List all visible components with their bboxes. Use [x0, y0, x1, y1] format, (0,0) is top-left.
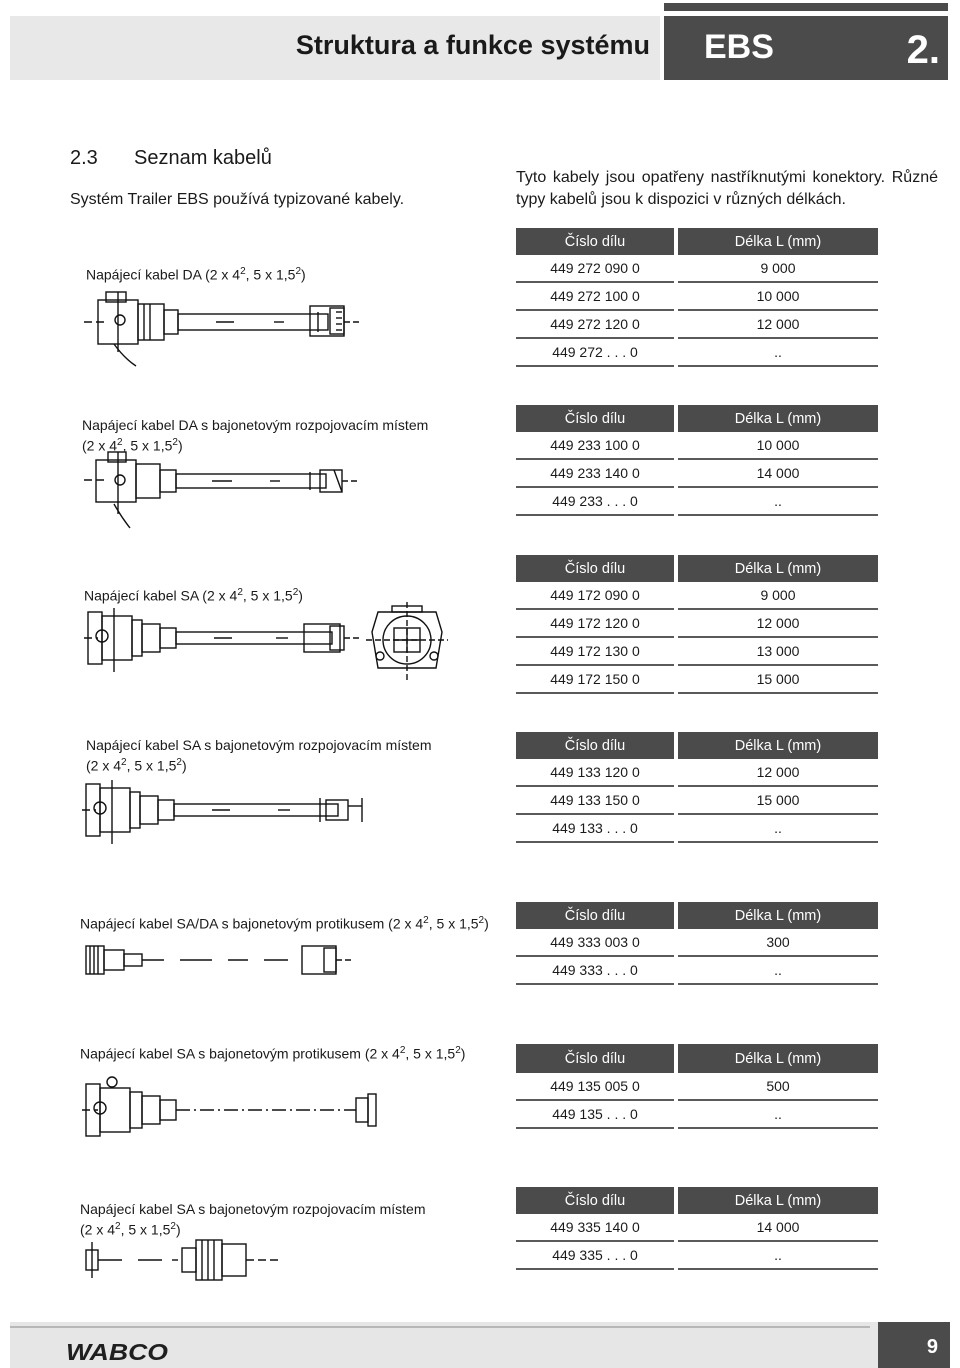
- column-header-length: Délka L (mm): [676, 1044, 878, 1073]
- parts-table: [516, 1187, 878, 1270]
- column-header-part: Číslo dílu: [516, 1044, 676, 1073]
- parts-table: [516, 902, 878, 985]
- cable-sa-drawing: [84, 604, 364, 676]
- cable-sa-counterpart-drawing: [82, 1074, 382, 1146]
- table-row: 449 335 . . . 0 ..: [516, 1241, 878, 1269]
- cable-name: Napájecí kabel SA (2 x $4^2$, 5 x $1,5^2$): [84, 587, 303, 604]
- section-title: Seznam kabelů: [134, 147, 272, 169]
- header-accent-line: [664, 3, 948, 11]
- wabco-logo: [66, 1341, 170, 1368]
- table-row: 449 233 . . . 0 ..: [516, 487, 878, 515]
- cable-name: Napájecí kabel DA (2 x $4^2$, 5 x $1,5^2$): [86, 266, 306, 283]
- column-header-part: Číslo dílu: [516, 228, 676, 255]
- table-row: 449 133 120 0 12 000: [516, 759, 878, 786]
- intro-text-left: Systém Trailer EBS používá typizované kabely.: [70, 191, 405, 208]
- table-row: 449 172 150 0 15 000: [516, 665, 878, 693]
- footer-divider: [10, 1326, 870, 1328]
- table-row: 449 333 003 0 300: [516, 929, 878, 956]
- page-title: Struktura a funkce systému: [295, 30, 650, 60]
- column-header-length: Délka L (mm): [676, 405, 878, 432]
- parts-table: [516, 555, 878, 694]
- table-row: 449 135 005 0 500: [516, 1073, 878, 1100]
- table-row: 449 172 090 0 9 000: [516, 582, 878, 609]
- cable-sa-bayonet-drawing: [82, 776, 372, 848]
- table-row: 449 233 100 0 10 000: [516, 432, 878, 459]
- cable-name: Napájecí kabel SA s bajonetovým rozpojovacím místem (2 x $4^2$, 5 x $1,5^2$): [80, 1201, 426, 1238]
- cable-name: Napájecí kabel DA s bajonetovým rozpojovacím místem (2 x $4^2$, 5 x $1,5^2$): [82, 417, 429, 454]
- column-header-length: Délka L (mm): [676, 228, 878, 255]
- chapter-number: 2.: [906, 28, 940, 72]
- section-number: 2.3: [70, 147, 98, 169]
- column-header-length: Délka L (mm): [676, 1187, 878, 1214]
- table-row: 449 233 140 0 14 000: [516, 459, 878, 487]
- page-number: 9: [926, 1336, 938, 1358]
- parts-table: [516, 732, 878, 843]
- column-header-length: Délka L (mm): [676, 732, 878, 759]
- cable-sa-da-counterpart-drawing: [82, 940, 362, 980]
- parts-table: [516, 405, 878, 516]
- cable-name: Napájecí kabel SA s bajonetovým rozpojovacím místem (2 x $4^2$, 5 x $1,5^2$): [86, 737, 432, 774]
- parts-table: [516, 1044, 878, 1129]
- svg-text:WABCO: WABCO: [66, 1341, 169, 1363]
- intro-text-right: Tyto kabely jsou opatřeny nastříknutými konektory. Různé typy kabelů jsou k dispozici v různých délkách.: [516, 169, 938, 208]
- cable-sa-bayonet-drawing-2: [82, 1232, 282, 1286]
- connector-front-view: [366, 602, 448, 682]
- table-row: 449 333 . . . 0 ..: [516, 956, 878, 984]
- cable-name: Napájecí kabel SA/DA s bajonetovým protikusem (2 x $4^2$, 5 x $1,5^2$): [80, 915, 489, 932]
- table-row: 449 272 120 0 12 000: [516, 310, 878, 338]
- column-header-part: Číslo dílu: [516, 555, 676, 582]
- table-row: 449 135 . . . 0 ..: [516, 1100, 878, 1128]
- table-row: 449 133 . . . 0 ..: [516, 814, 878, 842]
- cable-da-bayonet-drawing: [84, 448, 364, 530]
- column-header-length: Délka L (mm): [676, 555, 878, 582]
- cable-da-drawing: [84, 288, 364, 370]
- wabco-logo-mark: [66, 1341, 170, 1363]
- column-header-part: Číslo dílu: [516, 732, 676, 759]
- column-header-length: Délka L (mm): [676, 902, 878, 929]
- cable-name: Napájecí kabel SA s bajonetovým protikusem (2 x $4^2$, 5 x $1,5^2$): [80, 1045, 466, 1062]
- table-row: 449 272 100 0 10 000: [516, 282, 878, 310]
- table-row: 449 172 130 0 13 000: [516, 637, 878, 665]
- system-label: EBS: [704, 28, 774, 66]
- table-row: 449 133 150 0 15 000: [516, 786, 878, 814]
- column-header-part: Číslo dílu: [516, 1187, 676, 1214]
- parts-table: [516, 228, 878, 367]
- table-row: 449 172 120 0 12 000: [516, 609, 878, 637]
- column-header-part: Číslo dílu: [516, 902, 676, 929]
- column-header-part: Číslo dílu: [516, 405, 676, 432]
- table-row: 449 272 . . . 0 ..: [516, 338, 878, 366]
- table-row: 449 272 090 0 9 000: [516, 255, 878, 282]
- table-row: 449 335 140 0 14 000: [516, 1214, 878, 1241]
